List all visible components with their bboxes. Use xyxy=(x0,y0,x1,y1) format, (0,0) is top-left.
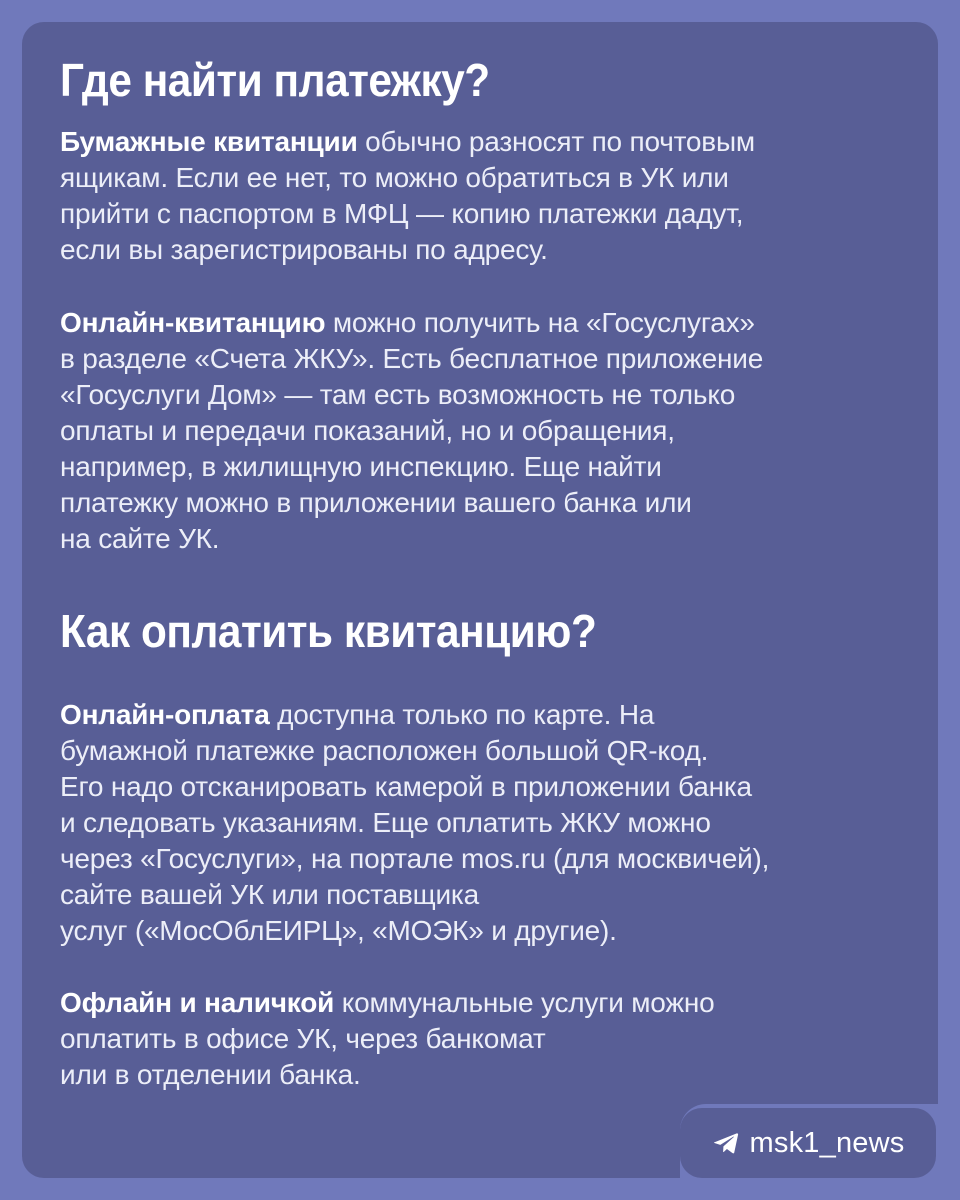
text-line: прийти с паспортом в МФЦ — копию платежки дадут, xyxy=(60,198,744,229)
text-line: например, в жилищную инспекцию. Еще найти xyxy=(60,451,662,482)
text-line: услуг («МосОблЕИРЦ», «МОЭК» и другие). xyxy=(60,915,617,946)
text-line: Его надо отсканировать камерой в приложении банка xyxy=(60,771,752,802)
telegram-icon xyxy=(712,1129,740,1157)
text-line: в разделе «Счета ЖКУ». Есть бесплатное приложение xyxy=(60,343,764,374)
paragraph-offline-payment xyxy=(60,985,920,1093)
text-line: платежку можно в приложении вашего банка или xyxy=(60,487,692,518)
lead-online-payment: Онлайн-оплата xyxy=(60,699,270,730)
text-line: ящикам. Если ее нет, то можно обратиться в УК или xyxy=(60,162,729,193)
section-title-find-payment: Где найти платежку? xyxy=(60,54,490,106)
article-content xyxy=(60,50,920,1093)
paragraph-online-payment xyxy=(60,697,920,949)
text-line: бумажной платежке расположен большой QR-код. xyxy=(60,735,709,766)
lead-paper-receipts: Бумажные квитанции xyxy=(60,126,358,157)
channel-name: msk1_news xyxy=(749,1126,905,1159)
section-title-how-to-pay: Как оплатить квитанцию? xyxy=(60,605,597,657)
text-line: оплаты и передачи показаний, но и обращения, xyxy=(60,415,675,446)
paragraph-online-receipt xyxy=(60,305,920,557)
text-line: «Госуслуги Дом» — там есть возможность не только xyxy=(60,379,736,410)
text-line: оплатить в офисе УК, через банкомат xyxy=(60,1023,546,1054)
text-line: сайте вашей УК или поставщика xyxy=(60,879,479,910)
lead-online-receipt: Онлайн-квитанцию xyxy=(60,307,326,338)
text-line: на сайте УК. xyxy=(60,523,220,554)
text-line: или в отделении банка. xyxy=(60,1059,361,1090)
text-line: и следовать указаниям. Еще оплатить ЖКУ можно xyxy=(60,807,711,838)
channel-badge[interactable] xyxy=(680,1108,936,1178)
text-line: обычно разносят по почтовым xyxy=(357,126,755,157)
lead-offline-payment: Офлайн и наличкой xyxy=(60,987,335,1018)
text-line: коммунальные услуги можно xyxy=(334,987,715,1018)
text-line: через «Госуслуги», на портале mos.ru (для москвичей), xyxy=(60,843,770,874)
text-line: если вы зарегистрированы по адресу. xyxy=(60,234,548,265)
text-line: можно получить на «Госуслугах» xyxy=(325,307,755,338)
paragraph-paper-receipts xyxy=(60,124,920,268)
text-line: доступна только по карте. На xyxy=(269,699,655,730)
